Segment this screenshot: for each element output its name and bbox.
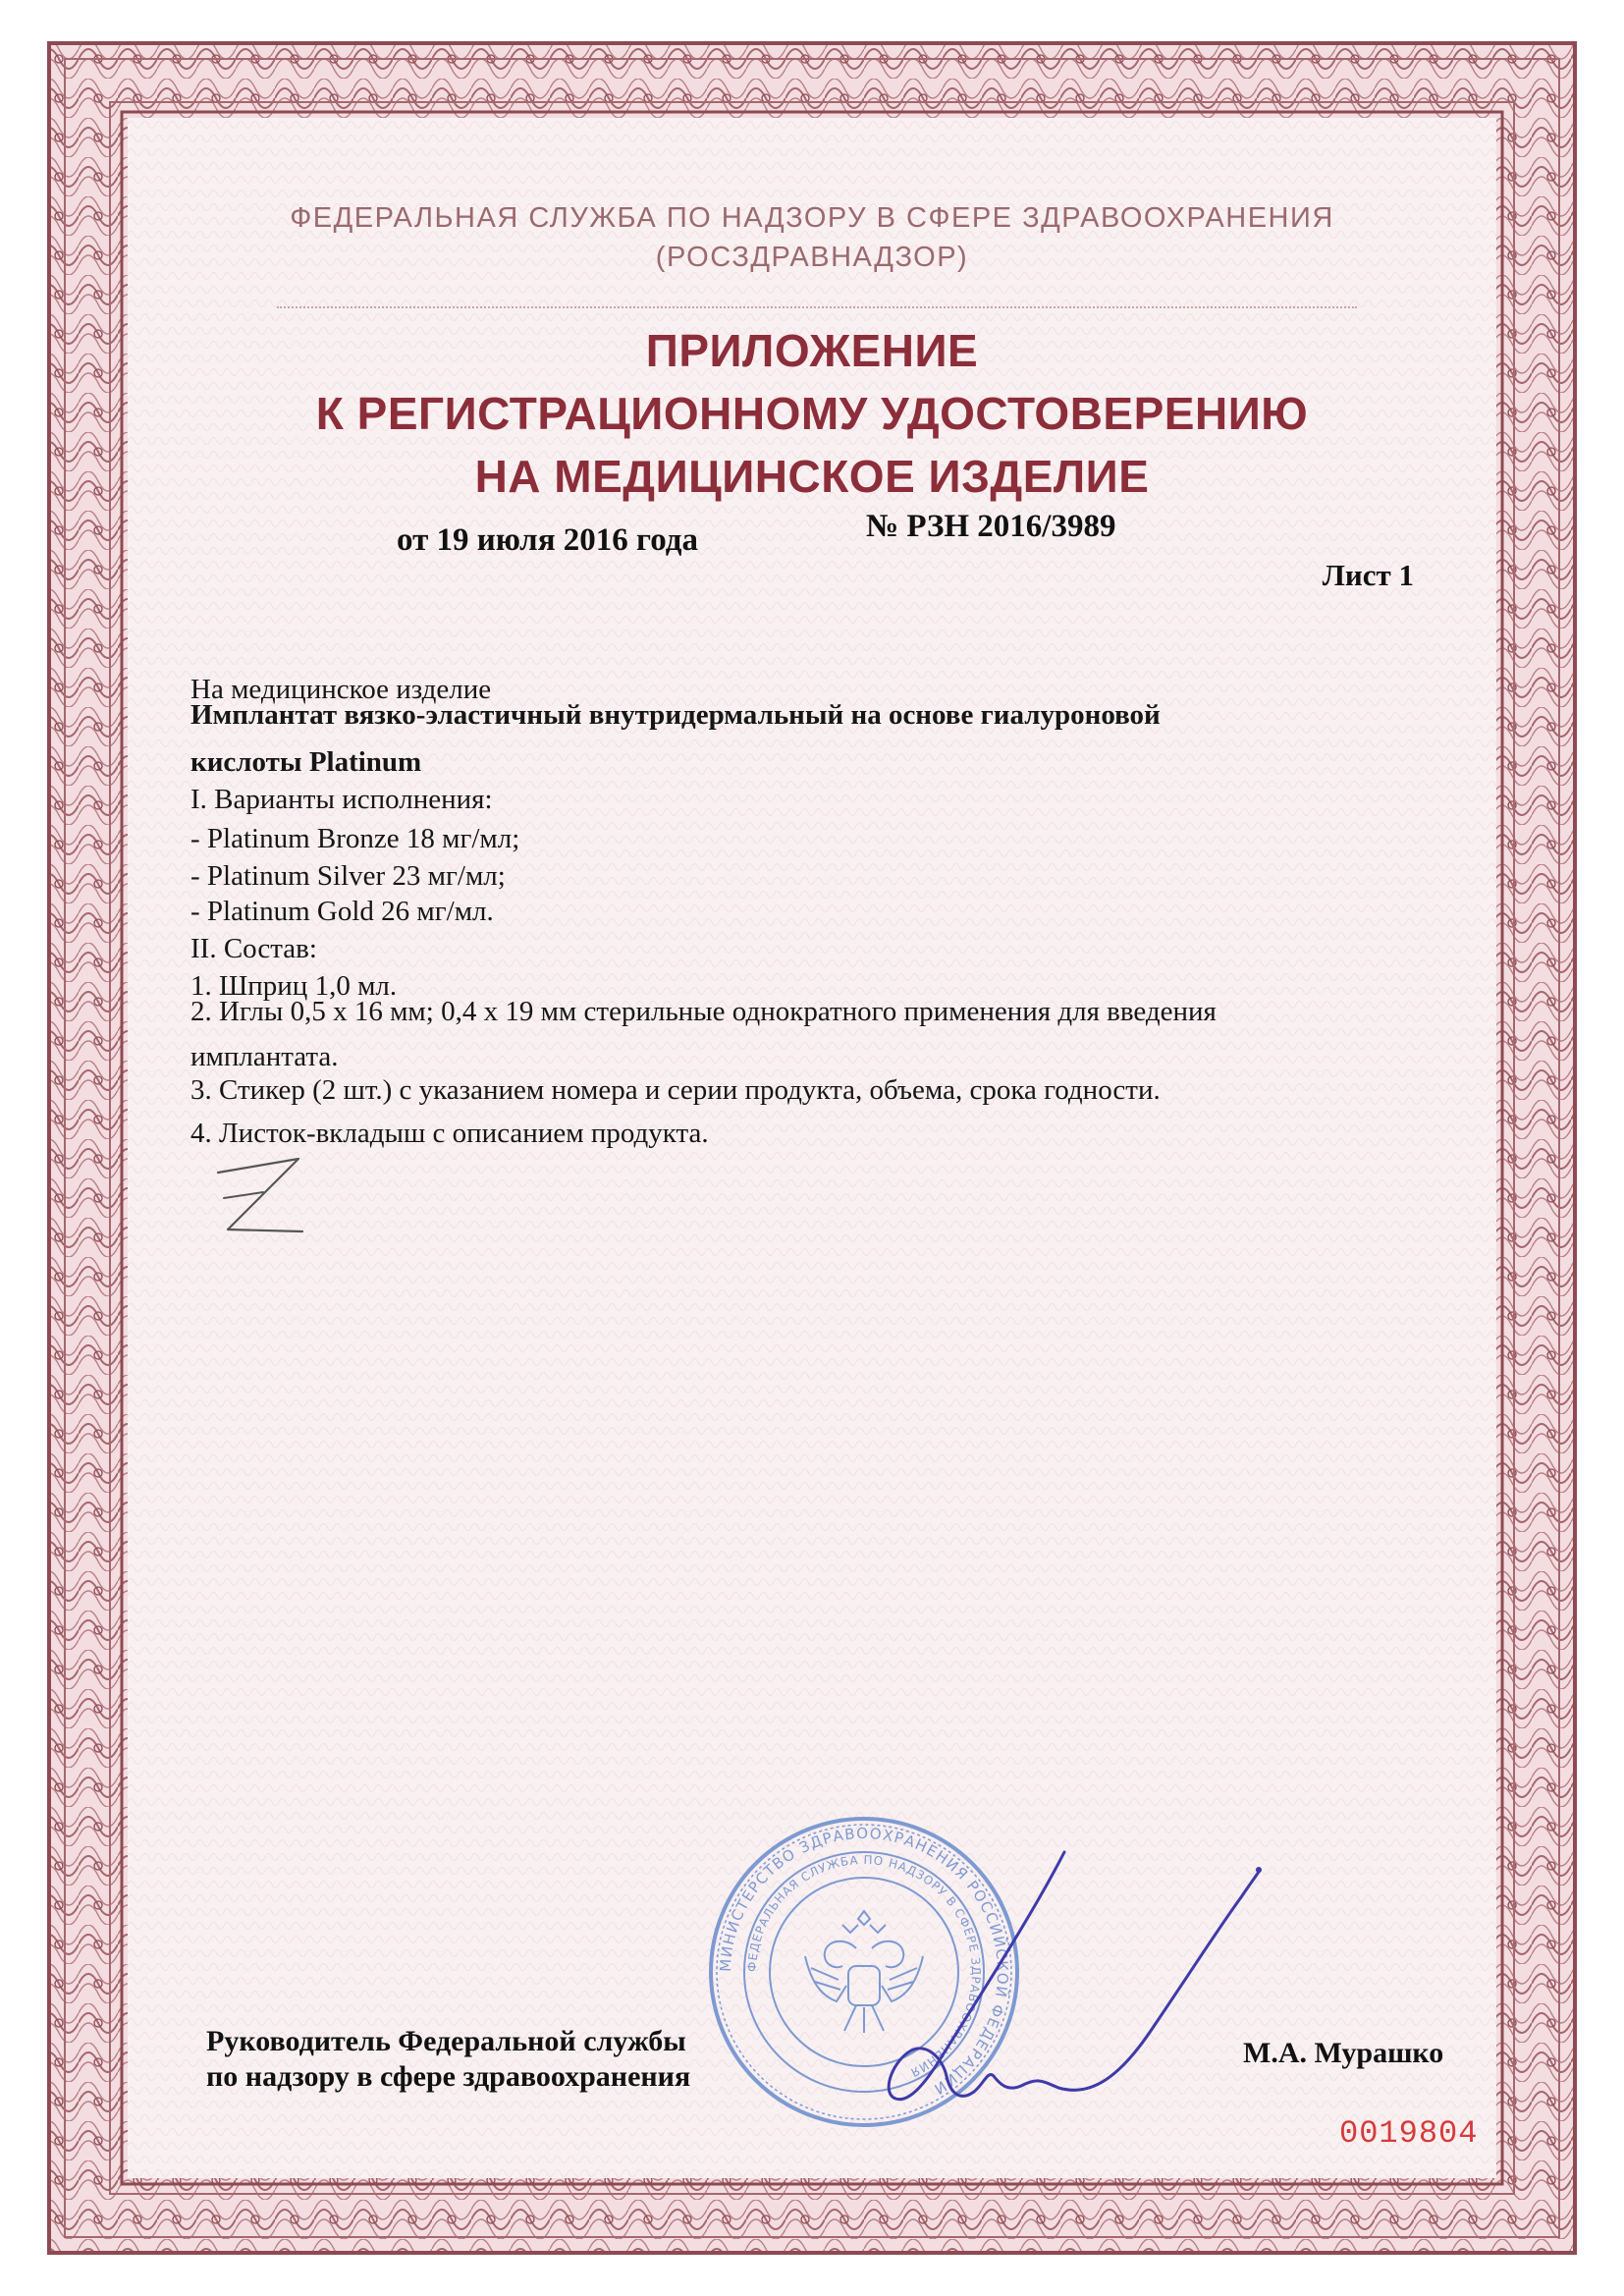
composition-item: 2. Иглы 0,5 х 16 мм; 0,4 х 19 мм стерильные однократного применения для введения: [190, 996, 1217, 1027]
issue-date: от 19 июля 2016 года: [397, 522, 698, 558]
signer-name: М.А. Мурашко: [1243, 2037, 1444, 2069]
composition-heading: II. Состав:: [190, 933, 317, 964]
device-name: Имплантат вязко-эластичный внутридермальный на основе гиалуроновой: [190, 699, 1161, 731]
device-name-continued: кислоты Platinum: [190, 746, 422, 778]
agency-name: ФЕДЕРАЛЬНАЯ СЛУЖБА ПО НАДЗОРУ В СФЕРЕ ЗДРАВООХРАНЕНИЯ: [290, 202, 1334, 234]
signer-position: Руководитель Федеральной службы: [206, 2025, 686, 2057]
sheet-number: Лист 1: [1322, 558, 1414, 592]
header-divider: [277, 306, 1357, 308]
handwritten-initial: [204, 1155, 312, 1253]
signer-position-continued: по надзору в сфере здравоохранения: [206, 2060, 691, 2093]
variant-item: - Platinum Gold 26 мг/мл.: [190, 896, 494, 927]
serial-number: 0019804: [1339, 2115, 1479, 2152]
composition-item-continued: имплантата.: [190, 1041, 339, 1072]
agency-abbreviation: (РОСЗДРАВНАДЗОР): [655, 242, 969, 273]
variants-heading: I. Варианты исполнения:: [190, 784, 493, 815]
variant-item: - Platinum Silver 23 мг/мл;: [190, 860, 506, 892]
composition-item: 1. Шприц 1,0 мл.: [190, 970, 398, 1002]
composition-item: 4. Листок-вкладыш с описанием продукта.: [190, 1118, 709, 1149]
stamp-inner-text: ФЕДЕРАЛЬНАЯ СЛУЖБА ПО НАДЗОРУ В СФЕРЕ ЗДРАВООХРАНЕНИЯ: [744, 1852, 984, 2080]
handwritten-signature: [864, 1848, 1276, 2133]
document-subtitle-2: НА МЕДИЦИНСКОЕ ИЗДЕЛИЕ: [474, 451, 1150, 502]
document-subtitle: К РЕГИСТРАЦИОННОМУ УДОСТОВЕРЕНИЮ: [315, 388, 1309, 439]
stamp-outer-text: МИНИСТЕРСТВО ЗДРАВООХРАНЕНИЯ РОССИЙСКОЙ ФЕДЕРАЦИИ: [716, 1824, 1012, 2099]
variant-item: - Platinum Bronze 18 мг/мл;: [190, 823, 520, 854]
device-intro: На медицинское изделие: [190, 674, 492, 705]
composition-item: 3. Стикер (2 шт.) с указанием номера и серии продукта, объема, срока годности.: [190, 1074, 1161, 1106]
document-title: ПРИЛОЖЕНИЕ: [645, 325, 979, 376]
certificate-number: № РЗН 2016/3989: [866, 509, 1116, 544]
